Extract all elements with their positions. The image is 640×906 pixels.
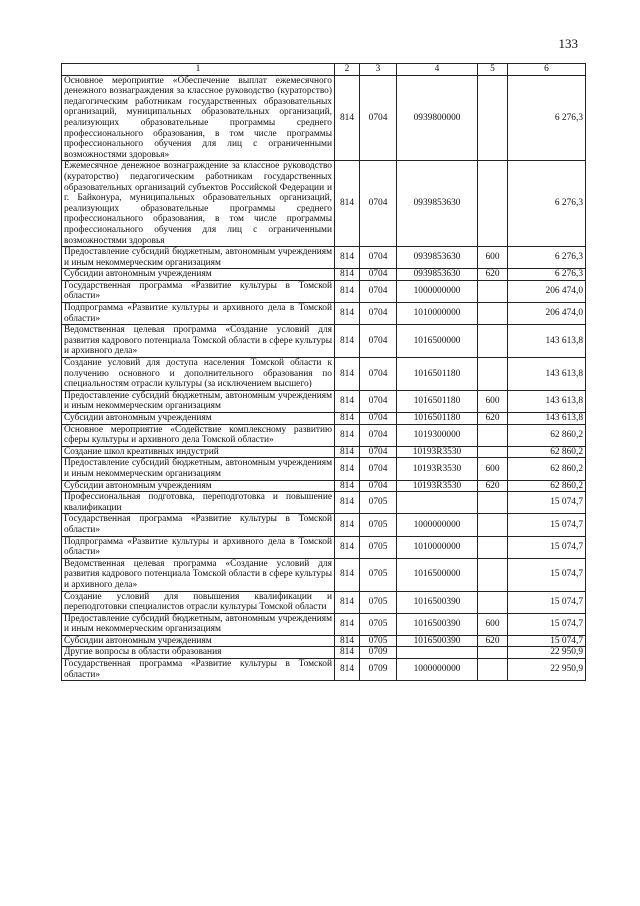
row-target-article: 1019300000 <box>397 424 478 446</box>
table-row <box>62 161 586 247</box>
row-gr-code: 814 <box>335 325 360 358</box>
table-row <box>62 413 586 425</box>
row-gr-code: 814 <box>335 75 360 161</box>
row-gr-code: 814 <box>335 358 360 391</box>
row-amount: 6 276,3 <box>508 247 586 269</box>
row-section-code: 0705 <box>360 591 397 613</box>
row-target-article: 1000000000 <box>397 514 478 536</box>
row-gr-code: 814 <box>335 161 360 247</box>
row-expense-type <box>478 161 508 247</box>
row-target-article: 10193R3530 <box>397 446 478 458</box>
row-expense-type: 620 <box>478 480 508 492</box>
row-gr-code: 814 <box>335 303 360 325</box>
row-expense-type <box>478 280 508 302</box>
row-gr-code: 814 <box>335 458 360 480</box>
row-name: Основное мероприятие «Обеспечение выплат ежемесячного денежного вознаграждения за классное руководство (кураторство) педагогическим работникам государственных образовательных организаций, муниципальных образовательных организаций, реализующих образовательные программы среднего профессионального образования, в том числе программы профессионального обучения для лиц с ограниченными возможностями здоровья» <box>62 75 335 161</box>
table-row <box>62 424 586 446</box>
row-target-article: 1016500000 <box>397 325 478 358</box>
row-section-code: 0704 <box>360 280 397 302</box>
row-gr-code: 814 <box>335 413 360 425</box>
row-amount: 15 074,7 <box>508 536 586 558</box>
row-amount: 15 074,7 <box>508 514 586 536</box>
row-expense-type: 620 <box>478 635 508 647</box>
row-name: Субсидии автономным учреждениям <box>62 480 335 492</box>
row-gr-code: 814 <box>335 390 360 412</box>
table-row <box>62 390 586 412</box>
row-expense-type: 600 <box>478 458 508 480</box>
table-row <box>62 446 586 458</box>
row-expense-type <box>478 514 508 536</box>
row-section-code: 0705 <box>360 536 397 558</box>
row-name: Создание школ креативных индустрий <box>62 446 335 458</box>
row-section-code: 0704 <box>360 446 397 458</box>
row-target-article: 1016500000 <box>397 558 478 591</box>
header-col-2: 2 <box>335 64 360 76</box>
row-expense-type <box>478 303 508 325</box>
row-target-article <box>397 647 478 659</box>
table-row <box>62 514 586 536</box>
row-name: Другие вопросы в области образования <box>62 647 335 659</box>
row-name: Основное мероприятие «Содействие комплексному развитию сферы культуры и архивного дела Томской области» <box>62 424 335 446</box>
row-expense-type: 600 <box>478 390 508 412</box>
row-expense-type: 620 <box>478 413 508 425</box>
row-amount: 62 860,2 <box>508 480 586 492</box>
row-gr-code: 814 <box>335 635 360 647</box>
table-row <box>62 492 586 514</box>
row-section-code: 0704 <box>360 303 397 325</box>
row-gr-code: 814 <box>335 591 360 613</box>
row-target-article: 1010000000 <box>397 303 478 325</box>
table-row <box>62 536 586 558</box>
row-target-article: 0939853630 <box>397 247 478 269</box>
row-name: Субсидии автономным учреждениям <box>62 635 335 647</box>
row-gr-code: 814 <box>335 613 360 635</box>
row-amount: 15 074,7 <box>508 492 586 514</box>
row-target-article: 1010000000 <box>397 536 478 558</box>
row-section-code: 0704 <box>360 480 397 492</box>
row-amount: 143 613,8 <box>508 390 586 412</box>
row-amount: 15 074,7 <box>508 613 586 635</box>
table-row <box>62 247 586 269</box>
row-name: Создание условий для повышения квалификации и переподготовки специалистов отрасли культуры Томской области <box>62 591 335 613</box>
row-expense-type <box>478 424 508 446</box>
table-row <box>62 280 586 302</box>
row-target-article: 1016500390 <box>397 635 478 647</box>
row-name: Субсидии автономным учреждениям <box>62 269 335 281</box>
row-section-code: 0704 <box>360 358 397 391</box>
row-expense-type <box>478 536 508 558</box>
row-expense-type: 600 <box>478 247 508 269</box>
row-target-article: 10193R3530 <box>397 480 478 492</box>
row-target-article: 1000000000 <box>397 280 478 302</box>
row-gr-code: 814 <box>335 514 360 536</box>
row-name: Ведомственная целевая программа «Создание условий для развития кадрового потенциала Томской области в сфере культуры и архивного дела» <box>62 558 335 591</box>
row-expense-type: 600 <box>478 613 508 635</box>
row-gr-code: 814 <box>335 280 360 302</box>
row-section-code: 0705 <box>360 514 397 536</box>
table-row <box>62 303 586 325</box>
row-gr-code: 814 <box>335 536 360 558</box>
row-name: Предоставление субсидий бюджетным, автономным учреждениям и иным некоммерческим организациям <box>62 613 335 635</box>
row-expense-type <box>478 647 508 659</box>
row-section-code: 0705 <box>360 492 397 514</box>
row-target-article: 0939853630 <box>397 161 478 247</box>
header-row <box>62 64 586 76</box>
row-target-article: 1016500390 <box>397 591 478 613</box>
row-target-article: 1016501180 <box>397 390 478 412</box>
row-section-code: 0705 <box>360 635 397 647</box>
row-section-code: 0704 <box>360 424 397 446</box>
row-name: Предоставление субсидий бюджетным, автономным учреждениям и иным некоммерческим организациям <box>62 247 335 269</box>
row-gr-code: 814 <box>335 659 360 681</box>
row-target-article: 0939800000 <box>397 75 478 161</box>
header-col-6: 6 <box>508 64 586 76</box>
row-amount: 22 950,9 <box>508 659 586 681</box>
row-section-code: 0704 <box>360 413 397 425</box>
row-amount: 22 950,9 <box>508 647 586 659</box>
row-target-article: 0939853630 <box>397 269 478 281</box>
row-section-code: 0705 <box>360 558 397 591</box>
header-col-5: 5 <box>478 64 508 76</box>
header-col-4: 4 <box>397 64 478 76</box>
budget-table <box>61 63 586 681</box>
row-section-code: 0704 <box>360 75 397 161</box>
row-amount: 206 474,0 <box>508 280 586 302</box>
row-name: Государственная программа «Развитие культуры в Томской области» <box>62 280 335 302</box>
row-amount: 206 474,0 <box>508 303 586 325</box>
table-row <box>62 613 586 635</box>
row-name: Государственная программа «Развитие культуры в Томской области» <box>62 659 335 681</box>
row-expense-type <box>478 325 508 358</box>
table-row <box>62 358 586 391</box>
row-expense-type <box>478 591 508 613</box>
row-gr-code: 814 <box>335 424 360 446</box>
row-amount: 15 074,7 <box>508 591 586 613</box>
row-gr-code: 814 <box>335 558 360 591</box>
row-gr-code: 814 <box>335 480 360 492</box>
table-row <box>62 635 586 647</box>
row-amount: 62 860,2 <box>508 424 586 446</box>
row-amount: 143 613,8 <box>508 358 586 391</box>
row-section-code: 0704 <box>360 247 397 269</box>
row-expense-type <box>478 446 508 458</box>
header-col-3: 3 <box>360 64 397 76</box>
row-amount: 6 276,3 <box>508 161 586 247</box>
table-row <box>62 325 586 358</box>
row-gr-code: 814 <box>335 492 360 514</box>
row-section-code: 0705 <box>360 613 397 635</box>
row-expense-type: 620 <box>478 269 508 281</box>
row-name: Профессиональная подготовка, переподготовка и повышение квалификации <box>62 492 335 514</box>
row-amount: 6 276,3 <box>508 75 586 161</box>
table-row <box>62 458 586 480</box>
table-row <box>62 659 586 681</box>
row-amount: 143 613,8 <box>508 325 586 358</box>
row-expense-type <box>478 492 508 514</box>
row-target-article: 1000000000 <box>397 659 478 681</box>
row-section-code: 0704 <box>360 390 397 412</box>
row-section-code: 0704 <box>360 325 397 358</box>
row-name: Предоставление субсидий бюджетным, автономным учреждениям и иным некоммерческим организациям <box>62 390 335 412</box>
table-row <box>62 558 586 591</box>
row-name: Подпрограмма «Развитие культуры и архивного дела в Томской области» <box>62 536 335 558</box>
table-row <box>62 75 586 161</box>
row-name: Ежемесячное денежное вознаграждение за классное руководство (кураторство) педагогическим работникам государственных образовательных организаций субъектов Российской Федерации и г. Байконура, муниципальных образовательных организаций, реализующих образовательные программы среднего профессионального образования, в том числе программы профессионального обучения для лиц с ограниченными возможностями здоровья <box>62 161 335 247</box>
row-gr-code: 814 <box>335 247 360 269</box>
row-section-code: 0709 <box>360 647 397 659</box>
row-name: Субсидии автономным учреждениям <box>62 413 335 425</box>
row-expense-type <box>478 659 508 681</box>
table-row <box>62 591 586 613</box>
row-target-article: 1016500390 <box>397 613 478 635</box>
table-row <box>62 269 586 281</box>
row-expense-type <box>478 358 508 391</box>
row-gr-code: 814 <box>335 269 360 281</box>
row-amount: 15 074,7 <box>508 558 586 591</box>
row-gr-code: 814 <box>335 446 360 458</box>
row-section-code: 0704 <box>360 161 397 247</box>
row-expense-type <box>478 558 508 591</box>
row-gr-code: 814 <box>335 647 360 659</box>
row-amount: 15 074,7 <box>508 635 586 647</box>
row-expense-type <box>478 75 508 161</box>
row-section-code: 0704 <box>360 269 397 281</box>
row-name: Предоставление субсидий бюджетным, автономным учреждениям и иным некоммерческим организациям <box>62 458 335 480</box>
row-section-code: 0704 <box>360 458 397 480</box>
row-name: Ведомственная целевая программа «Создание условий для развития кадрового потенциала Томской области в сфере культуры и архивного дела» <box>62 325 335 358</box>
header-col-1: 1 <box>62 64 335 76</box>
row-name: Подпрограмма «Развитие культуры и архивного дела в Томской области» <box>62 303 335 325</box>
row-section-code: 0709 <box>360 659 397 681</box>
row-amount: 143 613,8 <box>508 413 586 425</box>
row-name: Государственная программа «Развитие культуры в Томской области» <box>62 514 335 536</box>
row-target-article: 10193R3530 <box>397 458 478 480</box>
row-target-article: 1016501180 <box>397 358 478 391</box>
row-target-article <box>397 492 478 514</box>
table-body <box>62 64 586 681</box>
row-target-article: 1016501180 <box>397 413 478 425</box>
row-name: Создание условий для доступа населения Томской области к получению основного и дополнительного образования по специальностям отрасли культуры (за исключением высшего) <box>62 358 335 391</box>
table-row <box>62 480 586 492</box>
row-amount: 62 860,2 <box>508 458 586 480</box>
page-number: 133 <box>558 36 578 51</box>
row-amount: 6 276,3 <box>508 269 586 281</box>
row-amount: 62 860,2 <box>508 446 586 458</box>
table-row <box>62 647 586 659</box>
